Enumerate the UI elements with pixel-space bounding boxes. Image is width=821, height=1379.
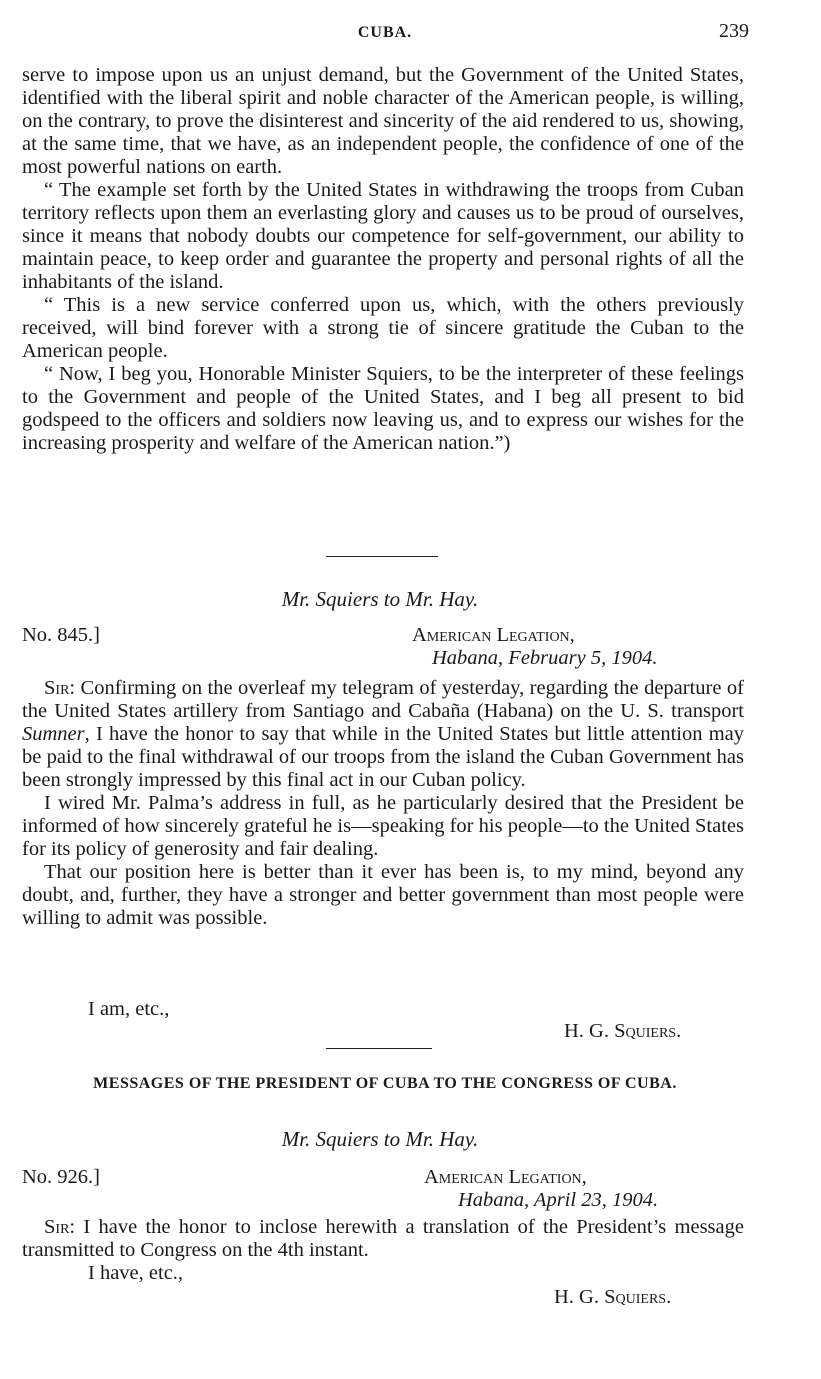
letter-title: Mr. Squiers to Mr. Hay. xyxy=(281,1127,479,1151)
document-number: No. 926.] xyxy=(22,1166,101,1188)
salutation: Sir: xyxy=(44,1216,76,1238)
paragraph: “ This is a new service conferred upon us, which, with the others previously received, will bind forever with a strong tie of sincere gratitude the Cuban to the American people. xyxy=(22,294,744,362)
paragraph: “ Now, I beg you, Honorable Minister Squiers, to be the interpreter of these feelings to the Government and people of the United States, and I beg all present to bid godspeed to the officers and soldiers now leaving us, and to express our wishes for the increasing prosperity and welfare of the American nation.”) xyxy=(22,363,744,454)
divider-rule xyxy=(326,556,438,557)
page-header xyxy=(0,20,821,48)
signature: H. G. Squiers. xyxy=(554,1286,672,1308)
divider-rule xyxy=(326,1048,432,1049)
running-head: CUBA. xyxy=(357,24,413,41)
dateline: Habana, April 23, 1904. xyxy=(458,1189,659,1211)
dateline: Habana, February 5, 1904. xyxy=(432,647,658,669)
document-number: No. 845.] xyxy=(22,624,101,646)
letter-title: Mr. Squiers to Mr. Hay. xyxy=(281,587,479,611)
paragraph: Sir: I have the honor to inclose herewith a translation of the President’s message transmitted to Congress on the 4th instant. xyxy=(22,1216,744,1261)
paragraph: I wired Mr. Palma’s address in full, as he particularly desired that the President be informed of how sincerely grateful he is—speaking for his people—to the United States for its policy of generosity and fair dealing. xyxy=(22,792,744,860)
paragraph: serve to impose upon us an unjust demand, but the Government of the United States, identified with the liberal spirit and noble character of the American people, is willing, on the contrary, to prove the disinterest and sincerity of the aid rendered to us, showing, at the same time, that we have, as an independent people, the confidence of one of the most powerful nations on earth. xyxy=(22,64,744,178)
salutation: Sir: xyxy=(44,677,76,699)
legation-heading: American Legation, xyxy=(424,1166,587,1188)
closing: I am, etc., xyxy=(88,998,170,1020)
legation-heading: American Legation, xyxy=(412,624,575,646)
paragraph: Sir: Confirming on the overleaf my telegram of yesterday, regarding the departure of the United States artillery from Santiago and Cabaña (Habana) on the U. S. transport Sumner, I have the honor to say that while in the United States but little attention may be paid to the final withdrawal of our troops from the island the Cuban Government has been strongly impressed by this final act in our Cuban policy. xyxy=(22,677,744,791)
closing: I have, etc., xyxy=(88,1262,184,1284)
signature: H. G. Squiers. xyxy=(564,1020,682,1042)
letter-body xyxy=(22,1216,744,1262)
section-heading: MESSAGES OF THE PRESIDENT OF CUBA TO THE CONGRESS OF CUBA. xyxy=(93,1075,677,1092)
continuation-text xyxy=(22,64,744,455)
ship-name: Sumner xyxy=(22,723,85,745)
paragraph: “ The example set forth by the United States in withdrawing the troops from Cuban territory reflects upon them an everlasting glory and causes us to be proud of ourselves, since it means that nobody doubts our competence for self-government, our ability to maintain peace, to keep order and guarantee the property and personal rights of all the inhabitants of the island. xyxy=(22,179,744,293)
letter-body xyxy=(22,677,744,930)
page-number: 239 xyxy=(719,20,749,42)
paragraph: That our position here is better than it ever has been is, to my mind, beyond any doubt, and, further, they have a stronger and better government than most people were willing to admit was possible. xyxy=(22,861,744,929)
